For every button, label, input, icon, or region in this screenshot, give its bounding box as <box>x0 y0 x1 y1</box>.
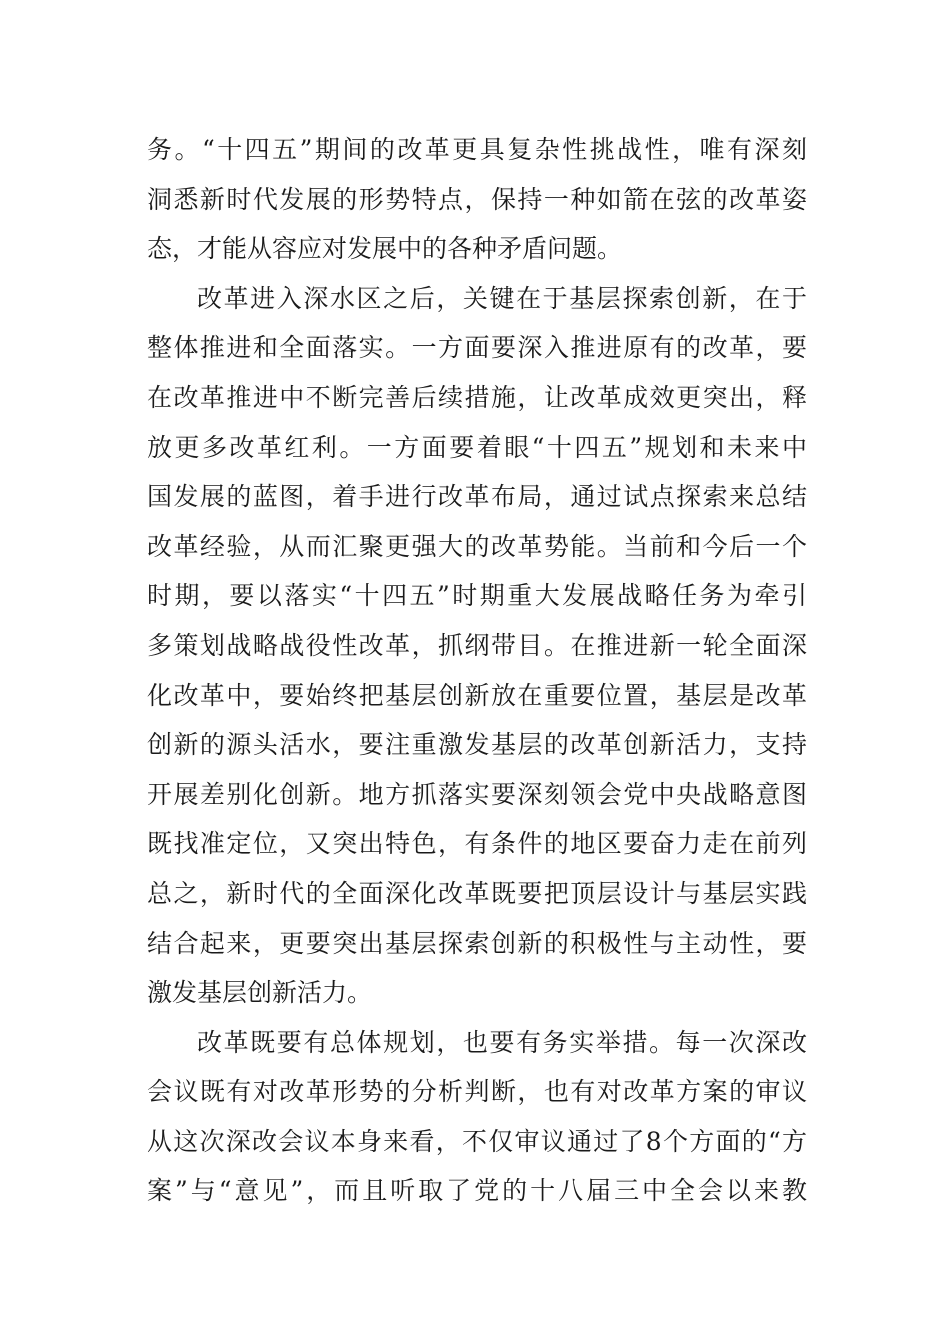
text-line: 洞悉新时代发展的形势特点，保持一种如箭在弦的改革姿 <box>147 184 807 214</box>
text-line: 务。“十四五”期间的改革更具复杂性挑战性，唯有深刻 <box>147 135 807 164</box>
text-line: 化改革中，要始终把基层创新放在重要位置，基层是改革 <box>147 680 807 710</box>
text-line: 改革经验，从而汇聚更强大的改革势能。当前和今后一个 <box>147 531 807 561</box>
text-line: 既找准定位，又突出特色，有条件的地区要奋力走在前列 <box>147 829 807 859</box>
document-body <box>147 125 807 1216</box>
text-line: 总之，新时代的全面深化改革既要把顶层设计与基层实践 <box>147 878 807 908</box>
text-line: 从这次深改会议本身来看，不仅审议通过了8个方面的“方 <box>147 1126 807 1156</box>
text-line: 改革既要有总体规划，也要有务实举措。每一次深改 <box>197 1027 807 1057</box>
text-line: 态，才能从容应对发展中的各种矛盾问题。 <box>147 234 623 264</box>
text-line: 会议既有对改革形势的分析判断，也有对改革方案的审议 <box>147 1077 807 1107</box>
text-line: 改革进入深水区之后，关键在于基层探索创新，在于 <box>197 283 807 313</box>
text-line: 结合起来，更要突出基层探索创新的积极性与主动性，要 <box>147 928 807 958</box>
text-line: 时期，要以落实“十四五”时期重大发展战略任务为牵引 <box>147 581 807 611</box>
text-line: 创新的源头活水，要注重激发基层的改革创新活力，支持 <box>147 730 807 760</box>
text-line: 在改革推进中不断完善后续措施，让改革成效更突出，释 <box>147 382 807 412</box>
text-line: 国发展的蓝图，着手进行改革布局，通过试点探索来总结 <box>147 482 807 512</box>
text-line: 开展差别化创新。地方抓落实要深刻领会党中央战略意图 <box>147 779 807 809</box>
text-line: 案”与“意见”，而且听取了党的十八届三中全会以来教 <box>147 1176 807 1206</box>
text-line: 整体推进和全面落实。一方面要深入推进原有的改革，要 <box>147 333 807 363</box>
text-line: 激发基层创新活力。 <box>147 978 373 1008</box>
text-line: 放更多改革红利。一方面要着眼“十四五”规划和未来中 <box>147 432 807 462</box>
text-line: 多策划战略战役性改革，抓纲带目。在推进新一轮全面深 <box>147 630 807 660</box>
